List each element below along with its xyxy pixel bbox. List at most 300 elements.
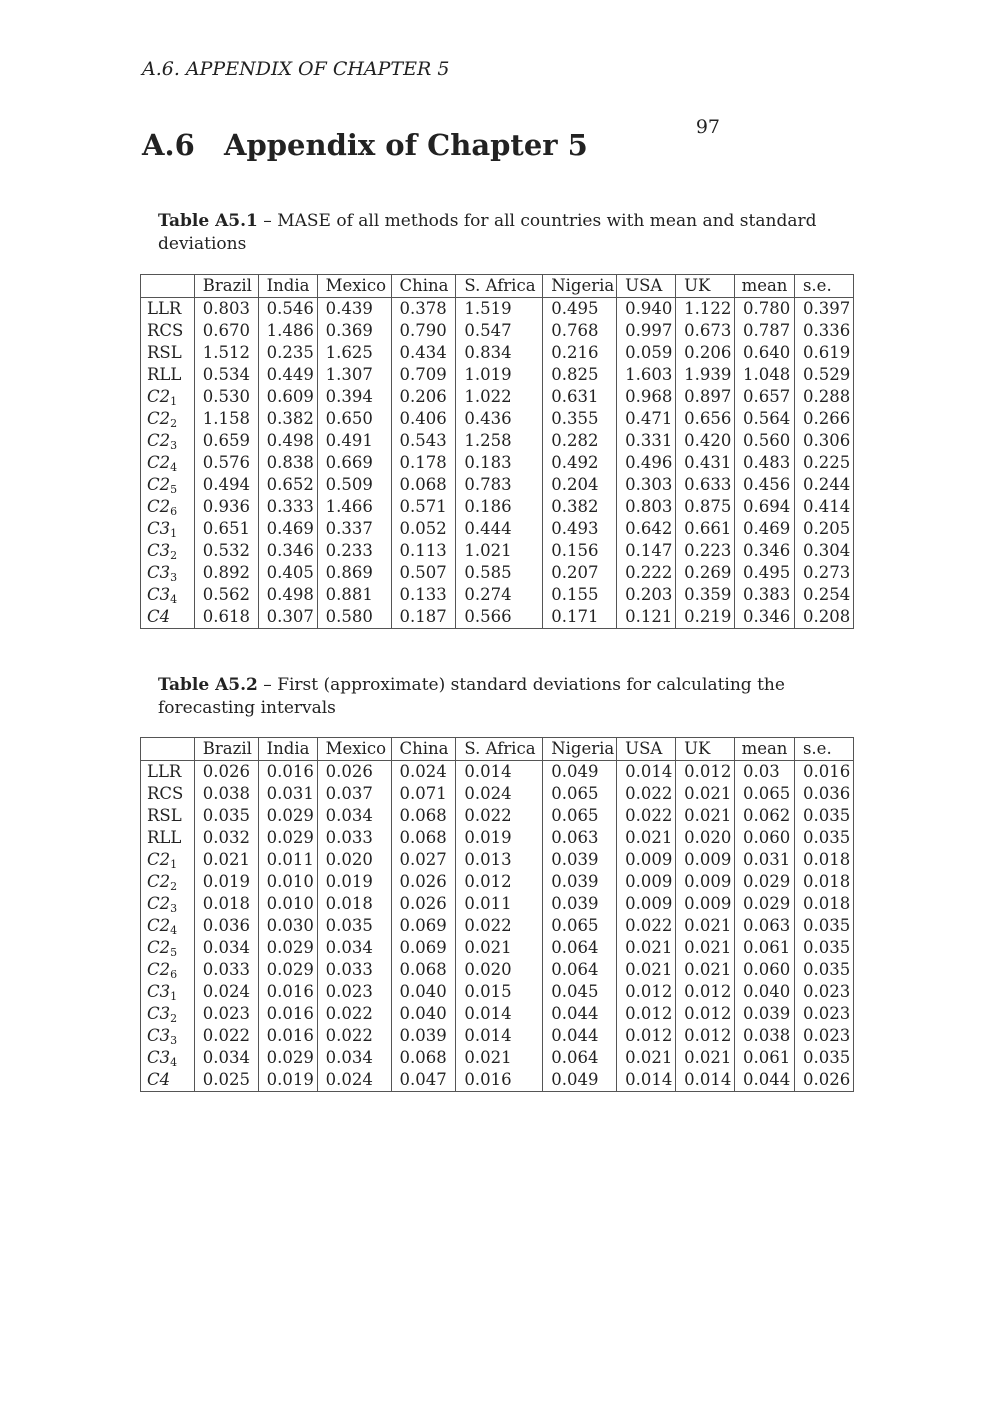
table-cell: 0.016 xyxy=(456,1069,543,1092)
table-cell: 0.406 xyxy=(391,408,456,430)
table-cell: 0.024 xyxy=(391,761,456,784)
row-label-text: RSL xyxy=(147,343,182,362)
table-cell: 0.940 xyxy=(617,298,676,321)
table-cell: 0.029 xyxy=(735,871,795,893)
column-header: Nigeria xyxy=(543,738,617,761)
table-cell: 0.022 xyxy=(456,915,543,937)
table-cell: 0.03 xyxy=(735,761,795,784)
table-cell: 0.493 xyxy=(543,518,617,540)
row-label-subscript: 1 xyxy=(170,395,178,408)
table-cell: 0.029 xyxy=(258,959,317,981)
section-number: A.6 xyxy=(142,128,195,162)
table-cell: 0.897 xyxy=(676,386,735,408)
table1-caption xyxy=(158,210,848,256)
row-label xyxy=(141,386,195,408)
table-cell: 0.029 xyxy=(258,805,317,827)
table-cell: 0.047 xyxy=(391,1069,456,1092)
table-cell: 0.061 xyxy=(735,937,795,959)
table-row xyxy=(141,1025,854,1047)
table-cell: 0.307 xyxy=(258,606,317,629)
table-cell: 1.512 xyxy=(194,342,258,364)
table-cell: 1.048 xyxy=(735,364,795,386)
table-cell: 0.222 xyxy=(617,562,676,584)
table-cell: 0.233 xyxy=(317,540,391,562)
table-cell: 0.825 xyxy=(543,364,617,386)
table-row xyxy=(141,959,854,981)
table-cell: 0.012 xyxy=(676,761,735,784)
table-cell: 0.014 xyxy=(617,1069,676,1092)
row-label-subscript: 1 xyxy=(170,858,178,871)
table-cell: 0.471 xyxy=(617,408,676,430)
table-cell: 0.564 xyxy=(735,408,795,430)
table-cell: 0.657 xyxy=(735,386,795,408)
table-cell: 0.203 xyxy=(617,584,676,606)
row-label-subscript: 2 xyxy=(170,1012,178,1025)
table-cell: 0.021 xyxy=(456,1047,543,1069)
row-label xyxy=(141,827,195,849)
table-cell: 0.206 xyxy=(391,386,456,408)
table-cell: 0.025 xyxy=(194,1069,258,1092)
row-label xyxy=(141,496,195,518)
table-cell: 0.024 xyxy=(456,783,543,805)
table-cell: 0.068 xyxy=(391,805,456,827)
table-cell: 0.026 xyxy=(391,893,456,915)
table-cell: 0.456 xyxy=(735,474,795,496)
table-cell: 0.062 xyxy=(735,805,795,827)
table-cell: 0.030 xyxy=(258,915,317,937)
table-cell: 0.346 xyxy=(258,540,317,562)
row-label-text: C3 xyxy=(147,585,171,604)
table-cell: 0.469 xyxy=(735,518,795,540)
row-label-text: C2 xyxy=(147,387,171,406)
table-cell: 0.547 xyxy=(456,320,543,342)
table-cell: 0.023 xyxy=(794,981,853,1003)
table-cell: 0.529 xyxy=(794,364,853,386)
column-header: Nigeria xyxy=(543,275,617,298)
table-cell: 0.036 xyxy=(194,915,258,937)
table-cell: 0.369 xyxy=(317,320,391,342)
table-cell: 0.834 xyxy=(456,342,543,364)
table-cell: 0.023 xyxy=(794,1003,853,1025)
table-cell: 0.534 xyxy=(194,364,258,386)
column-header: S. Africa xyxy=(456,738,543,761)
table-cell: 0.631 xyxy=(543,386,617,408)
table-cell: 0.029 xyxy=(258,1047,317,1069)
table-cell: 1.466 xyxy=(317,496,391,518)
table-cell: 0.155 xyxy=(543,584,617,606)
table-row xyxy=(141,606,854,629)
table-cell: 0.656 xyxy=(676,408,735,430)
table-cell: 0.012 xyxy=(676,1025,735,1047)
row-label-text: RCS xyxy=(147,321,184,340)
table-cell: 0.035 xyxy=(317,915,391,937)
table-cell: 0.171 xyxy=(543,606,617,629)
table-cell: 0.021 xyxy=(194,849,258,871)
table-cell: 0.875 xyxy=(676,496,735,518)
table-cell: 0.881 xyxy=(317,584,391,606)
table-cell: 0.303 xyxy=(617,474,676,496)
table-cell: 0.206 xyxy=(676,342,735,364)
table-cell: 0.020 xyxy=(317,849,391,871)
table-row xyxy=(141,474,854,496)
row-label-text: RCS xyxy=(147,784,184,803)
table-cell: 0.651 xyxy=(194,518,258,540)
table-cell: 0.254 xyxy=(794,584,853,606)
table-cell: 0.027 xyxy=(391,849,456,871)
table-cell: 0.566 xyxy=(456,606,543,629)
table-cell: 0.052 xyxy=(391,518,456,540)
table-row xyxy=(141,408,854,430)
table-cell: 0.016 xyxy=(258,981,317,1003)
table-cell: 0.033 xyxy=(317,959,391,981)
table-cell: 1.625 xyxy=(317,342,391,364)
table-cell: 0.012 xyxy=(617,1003,676,1025)
table-cell: 0.121 xyxy=(617,606,676,629)
table-cell: 0.431 xyxy=(676,452,735,474)
table-cell: 0.069 xyxy=(391,915,456,937)
table-cell: 0.571 xyxy=(391,496,456,518)
table-cell: 0.044 xyxy=(543,1025,617,1047)
row-label-subscript: 5 xyxy=(170,946,178,959)
table-row xyxy=(141,430,854,452)
table-cell: 0.346 xyxy=(735,540,795,562)
table1-caption-text: – MASE of all methods for all countries with mean and standard deviations xyxy=(158,211,817,254)
row-label xyxy=(141,893,195,915)
table-cell: 0.016 xyxy=(794,761,853,784)
table-cell: 0.035 xyxy=(794,959,853,981)
table-row xyxy=(141,981,854,1003)
table-cell: 0.044 xyxy=(735,1069,795,1092)
column-header: UK xyxy=(676,275,735,298)
running-title: A.6. APPENDIX OF CHAPTER 5 xyxy=(142,58,450,80)
table-cell: 0.562 xyxy=(194,584,258,606)
table-cell: 0.009 xyxy=(676,871,735,893)
row-label xyxy=(141,430,195,452)
table-cell: 0.968 xyxy=(617,386,676,408)
table-cell: 0.012 xyxy=(676,1003,735,1025)
column-header: China xyxy=(391,275,456,298)
table-cell: 0.022 xyxy=(194,1025,258,1047)
table-cell: 0.034 xyxy=(317,937,391,959)
table-cell: 0.039 xyxy=(543,893,617,915)
table-cell: 0.014 xyxy=(617,761,676,784)
table-cell: 0.068 xyxy=(391,1047,456,1069)
row-label-subscript: 2 xyxy=(170,880,178,893)
table-cell: 0.063 xyxy=(543,827,617,849)
table-cell: 0.022 xyxy=(617,915,676,937)
table-cell: 0.059 xyxy=(617,342,676,364)
table-cell: 0.304 xyxy=(794,540,853,562)
corner-cell xyxy=(141,738,195,761)
table-cell: 0.022 xyxy=(317,1003,391,1025)
table-cell: 0.021 xyxy=(676,915,735,937)
row-label xyxy=(141,805,195,827)
table-cell: 0.187 xyxy=(391,606,456,629)
table-cell: 0.024 xyxy=(317,1069,391,1092)
table-cell: 0.035 xyxy=(794,915,853,937)
table-cell: 0.274 xyxy=(456,584,543,606)
table-cell: 0.282 xyxy=(543,430,617,452)
table-cell: 0.040 xyxy=(735,981,795,1003)
table-cell: 0.787 xyxy=(735,320,795,342)
row-label-subscript: 6 xyxy=(170,968,178,981)
table-cell: 0.576 xyxy=(194,452,258,474)
column-header: S. Africa xyxy=(456,275,543,298)
table-cell: 0.183 xyxy=(456,452,543,474)
table-cell: 0.019 xyxy=(317,871,391,893)
table-cell: 1.122 xyxy=(676,298,735,321)
table-cell: 0.494 xyxy=(194,474,258,496)
table-row xyxy=(141,1047,854,1069)
table-cell: 0.483 xyxy=(735,452,795,474)
table-cell: 0.016 xyxy=(258,1025,317,1047)
row-label-text: C3 xyxy=(147,982,171,1001)
row-label-text: C3 xyxy=(147,563,171,582)
row-label-text: C2 xyxy=(147,960,171,979)
row-label-text: C2 xyxy=(147,409,171,428)
table-cell: 0.021 xyxy=(676,1047,735,1069)
table-cell: 1.158 xyxy=(194,408,258,430)
row-label-subscript: 3 xyxy=(170,571,178,584)
row-label xyxy=(141,474,195,496)
table-cell: 0.064 xyxy=(543,959,617,981)
row-label-text: C2 xyxy=(147,938,171,957)
table-cell: 0.065 xyxy=(543,783,617,805)
table-cell: 0.790 xyxy=(391,320,456,342)
column-header: Brazil xyxy=(194,275,258,298)
row-label-subscript: 3 xyxy=(170,902,178,915)
table-row xyxy=(141,893,854,915)
row-label-text: C3 xyxy=(147,1048,171,1067)
row-label-text: C3 xyxy=(147,1004,171,1023)
row-label-subscript: 5 xyxy=(170,483,178,496)
table-cell: 0.397 xyxy=(794,298,853,321)
row-label-subscript: 3 xyxy=(170,1034,178,1047)
table-cell: 0.346 xyxy=(735,606,795,629)
table-cell: 0.936 xyxy=(194,496,258,518)
table-cell: 0.040 xyxy=(391,1003,456,1025)
row-label-text: C2 xyxy=(147,431,171,450)
table-cell: 0.532 xyxy=(194,540,258,562)
table-cell: 0.014 xyxy=(456,1003,543,1025)
table-cell: 0.021 xyxy=(617,1047,676,1069)
table-cell: 0.186 xyxy=(456,496,543,518)
column-header: USA xyxy=(617,275,676,298)
table-cell: 0.892 xyxy=(194,562,258,584)
column-header: Brazil xyxy=(194,738,258,761)
row-label-text: RLL xyxy=(147,365,182,384)
corner-cell xyxy=(141,275,195,298)
table2-caption-text: – First (approximate) standard deviations for calculating the forecasting intervals xyxy=(158,675,785,718)
table-cell: 0.619 xyxy=(794,342,853,364)
table-row xyxy=(141,342,854,364)
table-cell: 0.273 xyxy=(794,562,853,584)
row-label-subscript: 4 xyxy=(170,1056,178,1069)
table-cell: 0.382 xyxy=(258,408,317,430)
column-header: Mexico xyxy=(317,738,391,761)
table-cell: 0.012 xyxy=(456,871,543,893)
row-label-text: C3 xyxy=(147,541,171,560)
table-row xyxy=(141,871,854,893)
column-header: mean xyxy=(735,275,795,298)
table-cell: 0.039 xyxy=(543,849,617,871)
table-cell: 0.496 xyxy=(617,452,676,474)
table-cell: 0.530 xyxy=(194,386,258,408)
table-cell: 1.603 xyxy=(617,364,676,386)
table-cell: 0.394 xyxy=(317,386,391,408)
table-cell: 0.018 xyxy=(194,893,258,915)
page-number: 97 xyxy=(695,116,720,138)
row-label-text: C4 xyxy=(147,1070,171,1089)
row-label-subscript: 2 xyxy=(170,417,178,430)
table-cell: 0.039 xyxy=(735,1003,795,1025)
table-cell: 0.113 xyxy=(391,540,456,562)
table-cell: 0.225 xyxy=(794,452,853,474)
table-row xyxy=(141,386,854,408)
table-cell: 0.449 xyxy=(258,364,317,386)
table-cell: 0.543 xyxy=(391,430,456,452)
table-row xyxy=(141,540,854,562)
table-cell: 0.223 xyxy=(676,540,735,562)
table-cell: 0.439 xyxy=(317,298,391,321)
table-cell: 0.016 xyxy=(258,761,317,784)
table-cell: 1.939 xyxy=(676,364,735,386)
table-cell: 0.208 xyxy=(794,606,853,629)
row-label xyxy=(141,1003,195,1025)
table-cell: 0.031 xyxy=(735,849,795,871)
row-label-text: C2 xyxy=(147,475,171,494)
table-cell: 0.492 xyxy=(543,452,617,474)
table-cell: 0.640 xyxy=(735,342,795,364)
table-cell: 1.486 xyxy=(258,320,317,342)
table-cell: 0.014 xyxy=(676,1069,735,1092)
table-cell: 0.420 xyxy=(676,430,735,452)
table-a5-1 xyxy=(140,274,854,629)
table-cell: 0.038 xyxy=(735,1025,795,1047)
table-cell: 0.021 xyxy=(456,937,543,959)
table-cell: 0.661 xyxy=(676,518,735,540)
row-label-subscript: 4 xyxy=(170,924,178,937)
table-cell: 0.219 xyxy=(676,606,735,629)
row-label xyxy=(141,783,195,805)
table-cell: 0.026 xyxy=(194,761,258,784)
table-cell: 0.019 xyxy=(194,871,258,893)
table-cell: 0.383 xyxy=(735,584,795,606)
table-cell: 0.035 xyxy=(194,805,258,827)
table-cell: 0.869 xyxy=(317,562,391,584)
table-cell: 0.018 xyxy=(794,893,853,915)
column-header: s.e. xyxy=(794,738,853,761)
table-cell: 0.039 xyxy=(543,871,617,893)
header-row xyxy=(141,738,854,761)
table-cell: 0.414 xyxy=(794,496,853,518)
table-row xyxy=(141,805,854,827)
table-cell: 0.509 xyxy=(317,474,391,496)
table-cell: 0.378 xyxy=(391,298,456,321)
table-cell: 0.049 xyxy=(543,761,617,784)
table-cell: 0.444 xyxy=(456,518,543,540)
table-cell: 0.022 xyxy=(617,805,676,827)
row-label-text: LLR xyxy=(147,762,182,781)
row-label xyxy=(141,540,195,562)
row-label xyxy=(141,871,195,893)
table-cell: 0.018 xyxy=(317,893,391,915)
table-cell: 0.065 xyxy=(543,805,617,827)
table-cell: 0.034 xyxy=(194,1047,258,1069)
row-label-subscript: 6 xyxy=(170,505,178,518)
table-cell: 0.039 xyxy=(391,1025,456,1047)
row-label-text: C2 xyxy=(147,872,171,891)
table-cell: 0.546 xyxy=(258,298,317,321)
table-cell: 0.034 xyxy=(317,805,391,827)
table-row xyxy=(141,761,854,784)
table-cell: 1.019 xyxy=(456,364,543,386)
table-cell: 0.033 xyxy=(317,827,391,849)
running-header xyxy=(142,58,860,138)
table-cell: 0.032 xyxy=(194,827,258,849)
table-row xyxy=(141,452,854,474)
table-cell: 0.659 xyxy=(194,430,258,452)
row-label-text: C2 xyxy=(147,894,171,913)
row-label-text: C3 xyxy=(147,519,171,538)
table-cell: 0.063 xyxy=(735,915,795,937)
row-label xyxy=(141,342,195,364)
table-row xyxy=(141,496,854,518)
table-row xyxy=(141,364,854,386)
table-cell: 0.436 xyxy=(456,408,543,430)
table-cell: 0.609 xyxy=(258,386,317,408)
table-cell: 0.560 xyxy=(735,430,795,452)
table-a5-2 xyxy=(140,737,854,1092)
table-cell: 0.178 xyxy=(391,452,456,474)
table-cell: 0.068 xyxy=(391,827,456,849)
table-cell: 0.216 xyxy=(543,342,617,364)
table2-caption xyxy=(158,674,848,720)
table-cell: 0.026 xyxy=(391,871,456,893)
table-cell: 0.037 xyxy=(317,783,391,805)
table-cell: 0.018 xyxy=(794,871,853,893)
table-row xyxy=(141,827,854,849)
row-label xyxy=(141,408,195,430)
table-cell: 1.307 xyxy=(317,364,391,386)
row-label-text: C2 xyxy=(147,497,171,516)
table-cell: 0.650 xyxy=(317,408,391,430)
row-label-text: C2 xyxy=(147,453,171,472)
row-label-subscript: 1 xyxy=(170,990,178,1003)
row-label-subscript: 1 xyxy=(170,527,178,540)
row-label-text: C2 xyxy=(147,850,171,869)
table-cell: 0.060 xyxy=(735,827,795,849)
table-cell: 1.022 xyxy=(456,386,543,408)
table-cell: 0.018 xyxy=(794,849,853,871)
column-header: China xyxy=(391,738,456,761)
table-cell: 0.011 xyxy=(456,893,543,915)
table-cell: 0.156 xyxy=(543,540,617,562)
table-cell: 0.803 xyxy=(617,496,676,518)
table-cell: 0.331 xyxy=(617,430,676,452)
table-cell: 0.336 xyxy=(794,320,853,342)
column-header: mean xyxy=(735,738,795,761)
table-cell: 0.069 xyxy=(391,937,456,959)
table-cell: 0.491 xyxy=(317,430,391,452)
table-cell: 0.029 xyxy=(735,893,795,915)
table-cell: 0.405 xyxy=(258,562,317,584)
row-label-text: C4 xyxy=(147,607,171,626)
table-cell: 0.235 xyxy=(258,342,317,364)
table-cell: 0.065 xyxy=(543,915,617,937)
table-cell: 0.838 xyxy=(258,452,317,474)
column-header: India xyxy=(258,738,317,761)
